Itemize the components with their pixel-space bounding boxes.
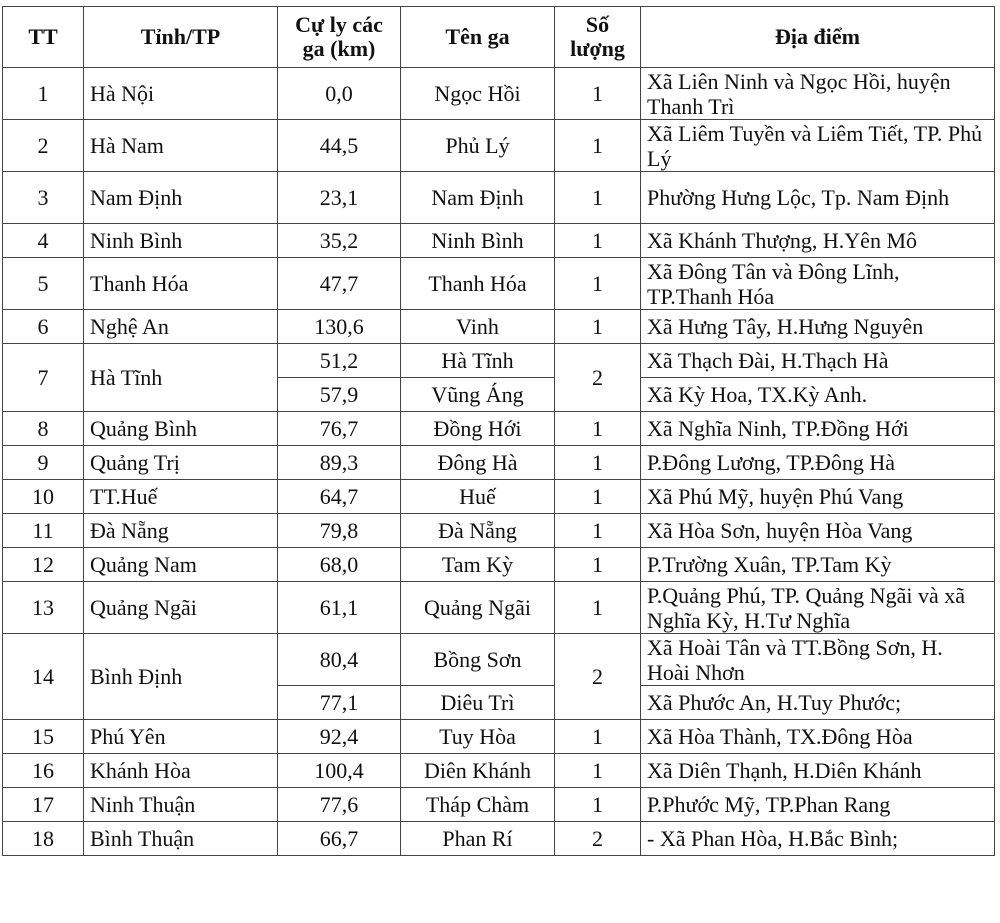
cell-station: Ngọc Hồi bbox=[401, 68, 555, 120]
cell-location: Xã Khánh Thượng, H.Yên Mô bbox=[641, 224, 995, 258]
cell-distance: 76,7 bbox=[278, 412, 401, 446]
cell-count: 1 bbox=[555, 68, 641, 120]
cell-province: Bình Thuận bbox=[84, 822, 278, 856]
header-count bbox=[555, 7, 641, 68]
cell-location: Xã Hòa Thành, TX.Đông Hòa bbox=[641, 720, 995, 754]
cell-province: Quảng Bình bbox=[84, 412, 278, 446]
table-row bbox=[3, 548, 995, 582]
header-row bbox=[3, 7, 995, 68]
cell-location: Xã Phú Mỹ, huyện Phú Vang bbox=[641, 480, 995, 514]
cell-station: Tuy Hòa bbox=[401, 720, 555, 754]
cell-tt: 3 bbox=[3, 172, 84, 224]
cell-station: Huế bbox=[401, 480, 555, 514]
cell-location: Xã Hòa Sơn, huyện Hòa Vang bbox=[641, 514, 995, 548]
cell-tt: 8 bbox=[3, 412, 84, 446]
cell-province: Phú Yên bbox=[84, 720, 278, 754]
cell-location: Xã Kỳ Hoa, TX.Kỳ Anh. bbox=[641, 378, 995, 412]
table-row bbox=[3, 514, 995, 548]
cell-province: Ninh Bình bbox=[84, 224, 278, 258]
cell-tt: 5 bbox=[3, 258, 84, 310]
cell-station: Nam Định bbox=[401, 172, 555, 224]
cell-station: Thanh Hóa bbox=[401, 258, 555, 310]
cell-station: Phủ Lý bbox=[401, 120, 555, 172]
table-row bbox=[3, 754, 995, 788]
cell-location: Xã Liên Ninh và Ngọc Hồi, huyện Thanh Trì bbox=[641, 68, 995, 120]
cell-tt: 1 bbox=[3, 68, 84, 120]
table-row bbox=[3, 344, 995, 378]
cell-distance: 100,4 bbox=[278, 754, 401, 788]
cell-count: 1 bbox=[555, 754, 641, 788]
cell-count: 1 bbox=[555, 720, 641, 754]
cell-station: Bồng Sơn bbox=[401, 634, 555, 686]
cell-station: Tam Kỳ bbox=[401, 548, 555, 582]
cell-tt: 11 bbox=[3, 514, 84, 548]
table-row bbox=[3, 258, 995, 310]
cell-station: Ninh Bình bbox=[401, 224, 555, 258]
table-row bbox=[3, 68, 995, 120]
cell-distance: 80,4 bbox=[278, 634, 401, 686]
cell-tt: 18 bbox=[3, 822, 84, 856]
cell-province: Thanh Hóa bbox=[84, 258, 278, 310]
cell-province: Nam Định bbox=[84, 172, 278, 224]
table-row bbox=[3, 720, 995, 754]
cell-tt: 12 bbox=[3, 548, 84, 582]
cell-station: Đông Hà bbox=[401, 446, 555, 480]
table-row bbox=[3, 480, 995, 514]
cell-station: Vinh bbox=[401, 310, 555, 344]
cell-count: 1 bbox=[555, 446, 641, 480]
table-row bbox=[3, 822, 995, 856]
cell-distance: 35,2 bbox=[278, 224, 401, 258]
cell-province: Bình Định bbox=[84, 634, 278, 720]
cell-count: 1 bbox=[555, 514, 641, 548]
cell-province: Ninh Thuận bbox=[84, 788, 278, 822]
header-distance-line1: Cự ly các bbox=[295, 12, 383, 37]
cell-distance: 79,8 bbox=[278, 514, 401, 548]
cell-station: Vũng Áng bbox=[401, 378, 555, 412]
cell-distance: 47,7 bbox=[278, 258, 401, 310]
table-row bbox=[3, 172, 995, 224]
cell-distance: 77,6 bbox=[278, 788, 401, 822]
cell-station: Phan Rí bbox=[401, 822, 555, 856]
cell-count: 1 bbox=[555, 412, 641, 446]
cell-distance: 77,1 bbox=[278, 686, 401, 720]
header-province: Tỉnh/TP bbox=[84, 7, 278, 68]
cell-location: Xã Thạch Đài, H.Thạch Hà bbox=[641, 344, 995, 378]
table-row bbox=[3, 310, 995, 344]
header-count-line2: lượng bbox=[570, 36, 625, 61]
cell-count: 2 bbox=[555, 344, 641, 412]
cell-count: 1 bbox=[555, 258, 641, 310]
cell-province: Quảng Trị bbox=[84, 446, 278, 480]
cell-location: P.Trường Xuân, TP.Tam Kỳ bbox=[641, 548, 995, 582]
cell-station: Diêu Trì bbox=[401, 686, 555, 720]
cell-province: Quảng Nam bbox=[84, 548, 278, 582]
cell-distance: 66,7 bbox=[278, 822, 401, 856]
cell-tt: 9 bbox=[3, 446, 84, 480]
table-row bbox=[3, 224, 995, 258]
cell-location: P.Phước Mỹ, TP.Phan Rang bbox=[641, 788, 995, 822]
cell-count: 1 bbox=[555, 788, 641, 822]
cell-station: Đồng Hới bbox=[401, 412, 555, 446]
cell-tt: 7 bbox=[3, 344, 84, 412]
cell-location: Xã Hoài Tân và TT.Bồng Sơn, H. Hoài Nhơn bbox=[641, 634, 995, 686]
cell-station: Hà Tĩnh bbox=[401, 344, 555, 378]
cell-location: P.Đông Lương, TP.Đông Hà bbox=[641, 446, 995, 480]
cell-province: TT.Huế bbox=[84, 480, 278, 514]
cell-count: 1 bbox=[555, 120, 641, 172]
cell-location: Xã Liêm Tuyền và Liêm Tiết, TP. Phủ Lý bbox=[641, 120, 995, 172]
station-table bbox=[2, 6, 995, 856]
table-row bbox=[3, 634, 995, 686]
cell-location: Xã Diên Thạnh, H.Diên Khánh bbox=[641, 754, 995, 788]
cell-distance: 23,1 bbox=[278, 172, 401, 224]
table-row bbox=[3, 412, 995, 446]
table-row bbox=[3, 788, 995, 822]
cell-tt: 10 bbox=[3, 480, 84, 514]
cell-distance: 68,0 bbox=[278, 548, 401, 582]
table-row bbox=[3, 446, 995, 480]
cell-distance: 0,0 bbox=[278, 68, 401, 120]
cell-location: Xã Phước An, H.Tuy Phước; bbox=[641, 686, 995, 720]
cell-province: Đà Nẵng bbox=[84, 514, 278, 548]
cell-station: Quảng Ngãi bbox=[401, 582, 555, 634]
cell-count: 1 bbox=[555, 224, 641, 258]
cell-count: 1 bbox=[555, 480, 641, 514]
cell-location: Phường Hưng Lộc, Tp. Nam Định bbox=[641, 172, 995, 224]
cell-tt: 14 bbox=[3, 634, 84, 720]
cell-province: Khánh Hòa bbox=[84, 754, 278, 788]
cell-location: - Xã Phan Hòa, H.Bắc Bình; bbox=[641, 822, 995, 856]
cell-tt: 16 bbox=[3, 754, 84, 788]
cell-count: 1 bbox=[555, 548, 641, 582]
cell-tt: 15 bbox=[3, 720, 84, 754]
cell-distance: 57,9 bbox=[278, 378, 401, 412]
cell-tt: 13 bbox=[3, 582, 84, 634]
cell-count: 1 bbox=[555, 310, 641, 344]
cell-tt: 6 bbox=[3, 310, 84, 344]
cell-distance: 130,6 bbox=[278, 310, 401, 344]
header-station: Tên ga bbox=[401, 7, 555, 68]
cell-location: P.Quảng Phú, TP. Quảng Ngãi và xã Nghĩa Kỳ, H.Tư Nghĩa bbox=[641, 582, 995, 634]
cell-province: Nghệ An bbox=[84, 310, 278, 344]
cell-distance: 44,5 bbox=[278, 120, 401, 172]
cell-location: Xã Nghĩa Ninh, TP.Đồng Hới bbox=[641, 412, 995, 446]
header-count-line1: Số bbox=[585, 12, 610, 37]
cell-location: Xã Hưng Tây, H.Hưng Nguyên bbox=[641, 310, 995, 344]
cell-distance: 92,4 bbox=[278, 720, 401, 754]
cell-count: 1 bbox=[555, 582, 641, 634]
header-distance bbox=[278, 7, 401, 68]
cell-location: Xã Đông Tân và Đông Lĩnh, TP.Thanh Hóa bbox=[641, 258, 995, 310]
cell-tt: 4 bbox=[3, 224, 84, 258]
cell-province: Quảng Ngãi bbox=[84, 582, 278, 634]
header-distance-line2: ga (km) bbox=[302, 36, 376, 61]
table-row bbox=[3, 582, 995, 634]
cell-distance: 51,2 bbox=[278, 344, 401, 378]
cell-count: 1 bbox=[555, 172, 641, 224]
cell-distance: 89,3 bbox=[278, 446, 401, 480]
cell-province: Hà Tĩnh bbox=[84, 344, 278, 412]
cell-count: 2 bbox=[555, 822, 641, 856]
cell-station: Diên Khánh bbox=[401, 754, 555, 788]
cell-province: Hà Nội bbox=[84, 68, 278, 120]
cell-province: Hà Nam bbox=[84, 120, 278, 172]
cell-distance: 61,1 bbox=[278, 582, 401, 634]
cell-station: Tháp Chàm bbox=[401, 788, 555, 822]
cell-station: Đà Nẵng bbox=[401, 514, 555, 548]
cell-distance: 64,7 bbox=[278, 480, 401, 514]
table-row bbox=[3, 120, 995, 172]
header-tt: TT bbox=[3, 7, 84, 68]
header-location: Địa điểm bbox=[641, 7, 995, 68]
cell-tt: 17 bbox=[3, 788, 84, 822]
cell-tt: 2 bbox=[3, 120, 84, 172]
cell-count: 2 bbox=[555, 634, 641, 720]
